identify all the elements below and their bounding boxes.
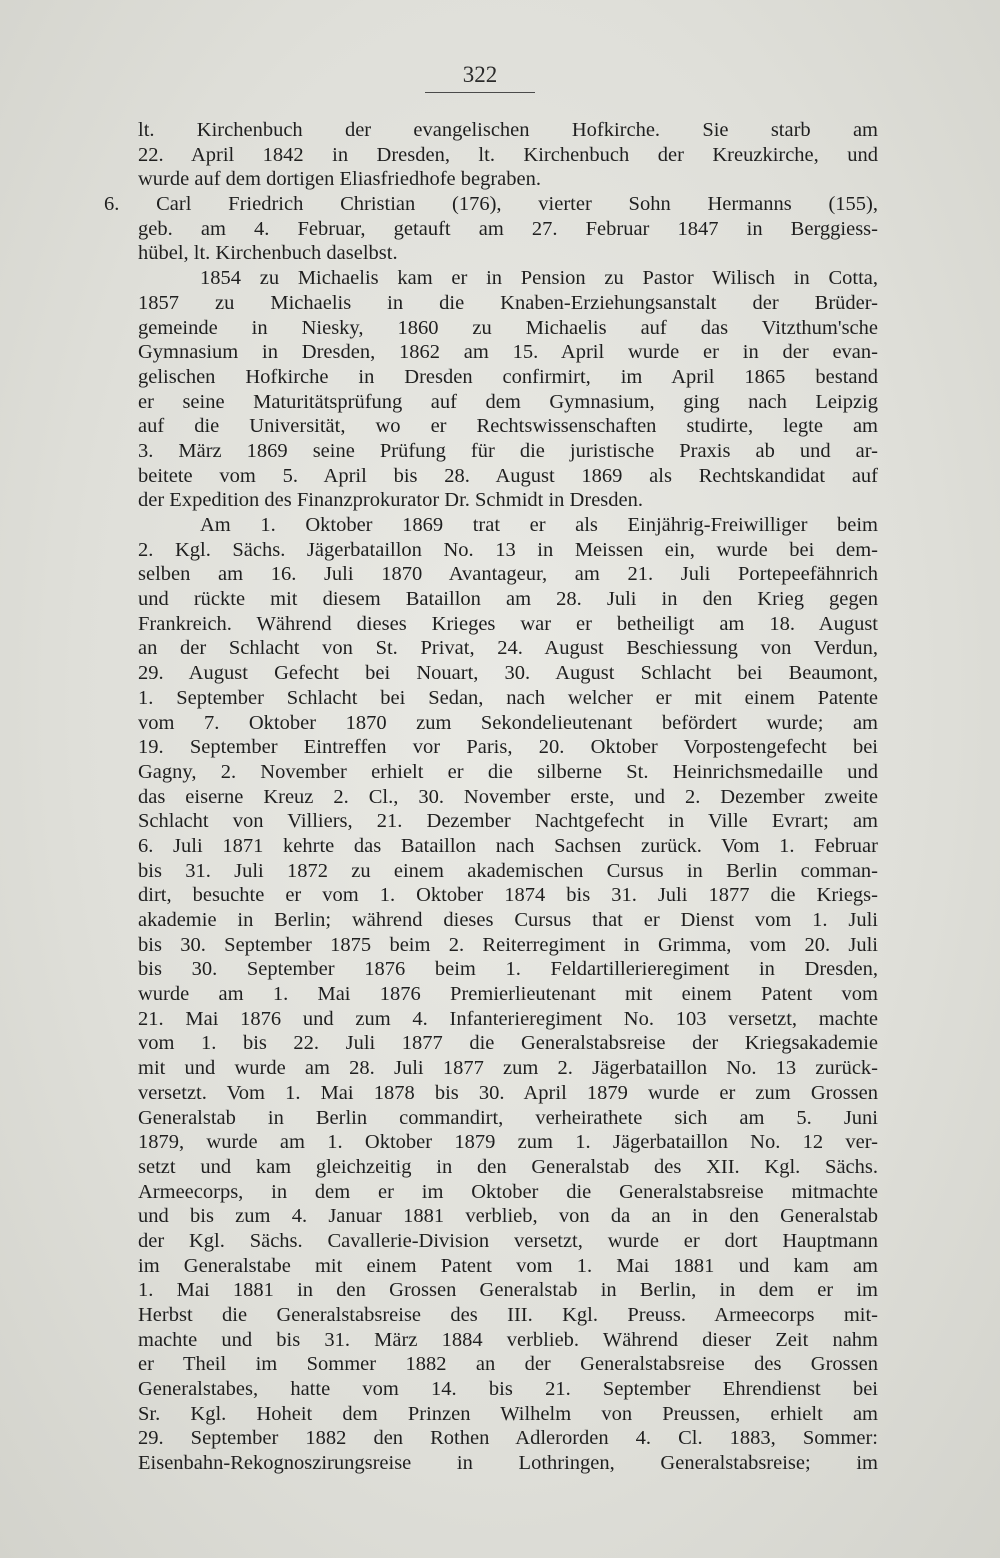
text-line: mit und wurde am 28. Juli 1877 zum 2. Jägerbataillon No. 13 zurück- [138,1057,878,1080]
text-line: gemeinde in Niesky, 1860 zu Michaelis auf das Vitzthum'sche [138,316,878,339]
text-line: 1879, wurde am 1. Oktober 1879 zum 1. Jägerbataillon No. 12 ver- [138,1131,878,1154]
text-line: 1. Mai 1881 in den Grossen Generalstab in Berlin, in dem er im [138,1279,878,1302]
text-line: beitete vom 5. April bis 28. August 1869 als Rechtskandidat auf [138,464,878,487]
text-line: vom 7. Oktober 1870 zum Sekondelieutenant befördert wurde; am [138,711,878,734]
text-line: 21. Mai 1876 und zum 4. Infanterieregiment No. 103 versetzt, machte [138,1007,878,1030]
text-line: 2. Kgl. Sächs. Jägerbataillon No. 13 in Meissen ein, wurde bei dem- [138,538,878,561]
text-line: Sr. Kgl. Hoheit dem Prinzen Wilhelm von Preussen, erhielt am [138,1402,878,1425]
text-line: 22. April 1842 in Dresden, lt. Kirchenbuch der Kreuzkirche, und [138,143,878,166]
text-line: Frankreich. Während dieses Krieges war er betheiligt am 18. August [138,612,878,635]
text-line: lt. Kirchenbuch der evangelischen Hofkirche. Sie starb am [138,119,878,141]
text-line: 3. März 1869 seine Prüfung für die juristische Praxis ab und ar- [138,439,878,462]
text-line: bis 31. Juli 1872 zu einem akademischen Cursus in Berlin comman- [138,859,878,882]
text-line: 1857 zu Michaelis in die Knaben-Erziehungsanstalt der Brüder- [138,291,878,314]
text-line: Am 1. Oktober 1869 trat er als Einjährig-Freiwilliger beim [200,514,878,536]
text-line: Gagny, 2. November erhielt er die silberne St. Heinrichsmedaille und [138,760,878,783]
text-line: er seine Maturitätsprüfung auf dem Gymnasium, ging nach Leipzig [138,390,878,413]
text-line: 6. Juli 1871 kehrte das Bataillon nach Sachsen zurück. Vom 1. Februar [138,834,878,857]
text-line: 29. August Gefecht bei Nouart, 30. August Schlacht bei Beaumont, [138,662,878,685]
text-line: bis 30. September 1876 beim 1. Feldartillerieregiment in Dresden, [138,958,878,981]
text-line: Armeecorps, in dem er im Oktober die Generalstabsreise mitmachte [138,1180,878,1203]
text-line: er Theil im Sommer 1882 an der Generalstabsreise des Grossen [138,1353,878,1376]
text-line: setzt und kam gleichzeitig in den Generalstab des XII. Kgl. Sächs. [138,1155,878,1178]
text-line: akademie in Berlin; während dieses Cursus that er Dienst vom 1. Juli [138,909,878,931]
body-text [104,118,878,1476]
text-line: Generalstabes, hatte vom 14. bis 21. September Ehrendienst bei [138,1378,878,1401]
text-line: 1. September Schlacht bei Sedan, nach welcher er mit einem Patente [138,686,878,709]
text-line: hübel, lt. Kirchenbuch daselbst. [138,242,398,265]
text-line: und bis zum 4. Januar 1881 verblieb, von da an in den Generalstab [138,1205,878,1228]
text-line: vom 1. bis 22. Juli 1877 die Generalstabsreise der Kriegsakademie [138,1032,878,1055]
text-line: Schlacht von Villiers, 21. Dezember Nachtgefecht in Ville Evrart; am [138,810,878,833]
text-line: der Kgl. Sächs. Cavallerie-Division versetzt, wurde er dort Hauptmann [138,1229,878,1252]
text-line: geb. am 4. Februar, getauft am 27. Februar 1847 in Berggiess- [138,217,878,240]
text-line: der Expedition des Finanzprokurator Dr. Schmidt in Dresden. [138,489,643,512]
text-line: Gymnasium in Dresden, 1862 am 15. April wurde er in der evan- [138,341,878,364]
text-line: dirt, besuchte er vom 1. Oktober 1874 bis 31. Juli 1877 die Kriegs- [138,884,878,907]
text-line: das eiserne Kreuz 2. Cl., 30. November erste, und 2. Dezember zweite [138,785,878,808]
page-number: 322 [462,62,498,87]
text-line: gelischen Hofkirche in Dresden confirmirt, im April 1865 bestand [138,365,878,388]
text-line: Herbst die Generalstabsreise des III. Kgl. Preuss. Armeecorps mit- [138,1304,878,1326]
text-line: an der Schlacht von St. Privat, 24. August Beschiessung von Verdun, [138,637,878,660]
page-number-rule [425,92,535,93]
text-line: machte und bis 31. März 1884 verblieb. Während dieser Zeit nahm [138,1328,878,1351]
text-line: im Generalstabe mit einem Patent vom 1. Mai 1881 und kam am [138,1254,878,1277]
text-line: 29. September 1882 den Rothen Adlerorden 4. Cl. 1883, Sommer: [138,1427,878,1450]
text-line: bis 30. September 1875 beim 2. Reiterregiment in Grimma, vom 20. Juli [138,933,878,956]
text-line: und rückte mit diesem Bataillon am 28. Juli in den Krieg gegen [138,588,878,611]
text-line: versetzt. Vom 1. Mai 1878 bis 30. April 1879 wurde er zum Grossen [138,1081,878,1104]
text-line: 6. Carl Friedrich Christian (176), vierter Sohn Hermanns (155), [104,193,878,216]
text-line: wurde am 1. Mai 1876 Premierlieutenant mit einem Patent vom [138,983,878,1006]
text-line: 1854 zu Michaelis kam er in Pension zu Pastor Wilisch in Cotta, [200,267,878,290]
text-line: selben am 16. Juli 1870 Avantageur, am 21. Juli Portepeefähnrich [138,563,878,586]
text-line: auf die Universität, wo er Rechtswissenschaften studirte, legte am [138,415,878,438]
text-line: Generalstab in Berlin commandirt, verheirathete sich am 5. Juni [138,1106,878,1129]
text-line: wurde auf dem dortigen Eliasfriedhofe begraben. [138,168,542,191]
text-line: 19. September Eintreffen vor Paris, 20. Oktober Vorpostengefecht bei [138,736,878,759]
text-line: Eisenbahn-Rekognoszirungsreise in Lothringen, Generalstabsreise; im [138,1452,878,1475]
